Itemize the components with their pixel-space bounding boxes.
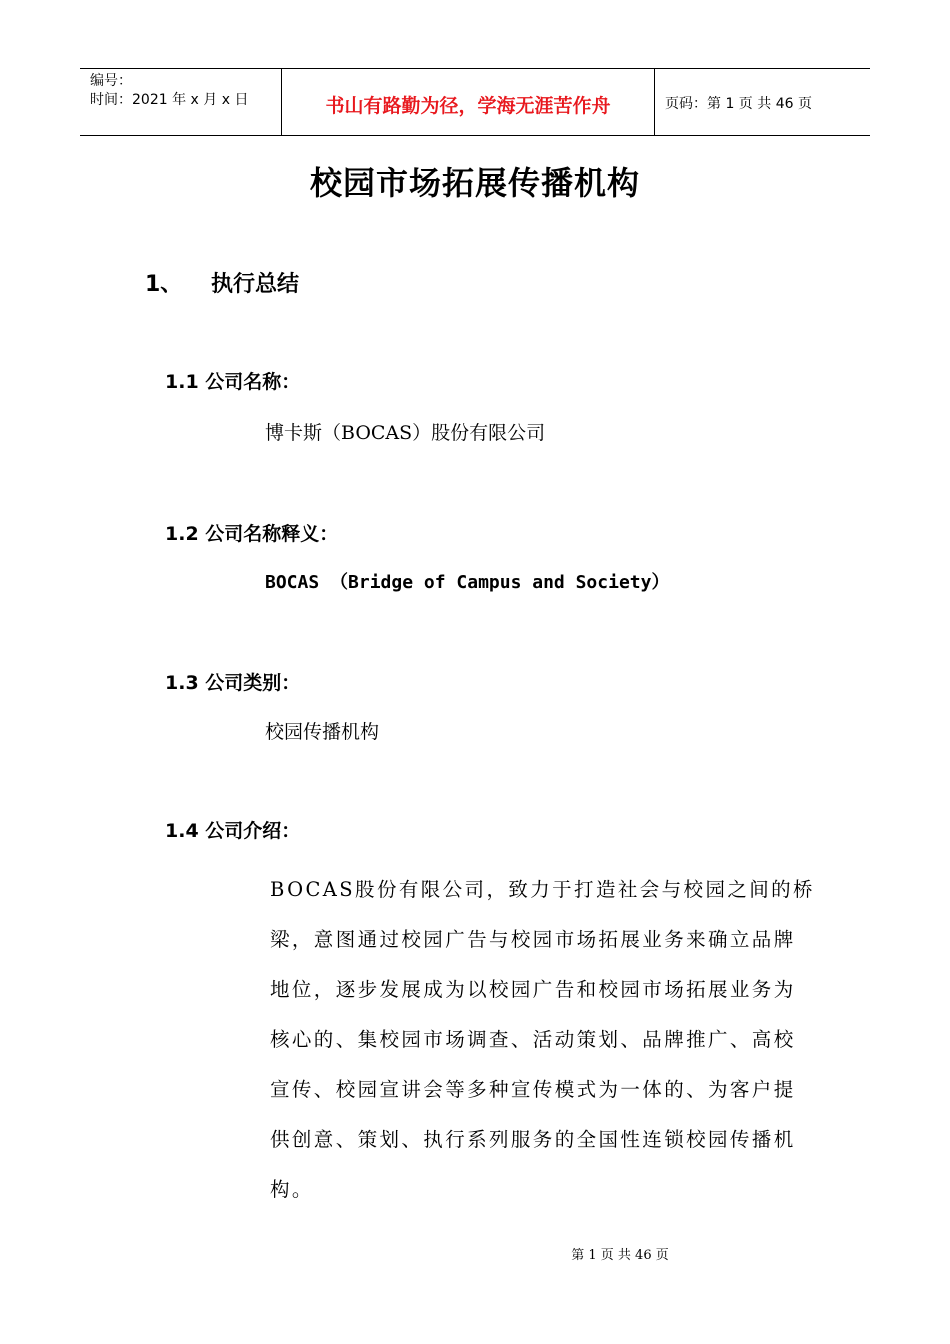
intro-line: 宣传、校园宣讲会等多种宣传模式为一体的、为客户提 (270, 1078, 796, 1101)
page-footer: 第 1 页 共 46 页 (571, 1248, 669, 1263)
company-name-text: 博卡斯（BOCAS）股份有限公司 (265, 422, 546, 444)
subheading-company-name: 1.1 公司名称： (165, 371, 301, 393)
intro-line: 构。 (270, 1178, 314, 1201)
company-type-text: 校园传播机构 (265, 721, 380, 743)
document-title: 校园市场拓展传播机构 (309, 164, 640, 202)
intro-line: 核心的、集校园市场调查、活动策划、品牌推广、高校 (270, 1028, 796, 1051)
intro-line: 供创意、策划、执行系列服务的全国性连锁校园传播机 (270, 1128, 796, 1151)
header-motto: 书山有路勤为径，学海无涯苦作舟 (282, 69, 655, 135)
intro-line: 梁，意图通过校园广告与校园市场拓展业务来确立品牌 (270, 928, 796, 951)
header-meta (80, 69, 282, 135)
subheading-name-meaning: 1.2 公司名称释义： (165, 523, 339, 545)
header-number-label: 编号： (90, 73, 132, 89)
header-page-info: 页码：第 1 页 共 46 页 (665, 96, 812, 112)
section-number: 1、 (145, 272, 183, 297)
subheading-company-type: 1.3 公司类别： (165, 672, 301, 694)
name-meaning-text: BOCAS （Bridge of Campus and Society） (265, 572, 670, 593)
section-heading-1 (145, 268, 299, 302)
intro-line: BOCAS股份有限公司，致力于打造社会与校园之间的桥 (270, 878, 815, 901)
page-header (80, 68, 870, 136)
header-date-label: 时间：2021 年 x 月 x 日 (90, 92, 249, 108)
section-heading-text: 执行总结 (211, 272, 300, 297)
intro-line: 地位，逐步发展成为以校园广告和校园市场拓展业务为 (270, 978, 796, 1001)
subheading-company-intro: 1.4 公司介绍： (165, 820, 301, 842)
company-intro-paragraph (270, 865, 815, 1215)
